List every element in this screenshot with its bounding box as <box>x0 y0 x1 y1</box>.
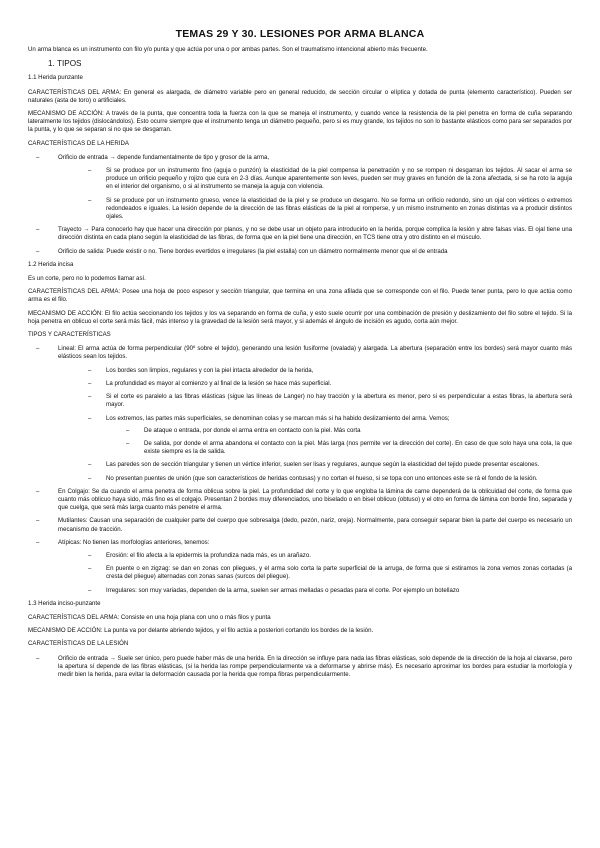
sub-bullet-list <box>58 367 572 483</box>
list-item: – La profundidad es mayor al comienzo y al final de la lesión se hace más superficial. <box>86 380 572 388</box>
list-item: – En puente o en zigzag: se dan en zonas con pliegues, y el arma solo corta la parte superficial de la arruga, de forma que si estiramos la zona vemos zonas cortadas (a cresta del pliegue) alternadas con zonas sanas (surcos del pliegue). <box>86 565 572 581</box>
sub-bullet-list <box>58 167 572 221</box>
lesion-heading: CARACTERÍSTICAS DE LA LESIÓN <box>28 640 129 648</box>
subsection-heading-herida-punzante: 1.1 Herida punzante <box>28 74 83 82</box>
list-item <box>86 415 572 457</box>
list-item: – En Colgajo: Se da cuando el arma penetra de forma oblicua sobre la piel. La profundidad del corte y lo que engloba la lámina de carne dependerá de la oblicuidad del corte, de forma que cuanto más oblicuo haya sido, más fino es el colgajo. Presentan 2 bordes muy diferenciados, uno biselado o en bisel oblicuo (obtuso) y el otro en forma de lámina con borde fino, separada y que cuelga, que será más larga cuanto más penetre el arma. <box>28 488 572 513</box>
caracteristicas-heading: CARACTERÍSTICAS DE LA HERIDA <box>28 139 129 147</box>
section-heading-tipos: 1. TIPOS <box>48 59 82 69</box>
intro-line: Es un corte, pero no lo podemos llamar así. <box>28 275 146 283</box>
list-item: – Si se produce por un instrumento fino (aguja o punzón) la elasticidad de la piel compensa la penetración y no se rompen ni desgarran los tejidos. Al sacar el arma se produce un orificio pequeño y rojizo que cura en 2-3 días. Aunque aparentemente son leves, pueden ser muy graves en función de la zona afectada, si se ha roto la aguja en el interior del organismo, o si al instrumento se maneja la aguja con violencia. <box>86 167 572 192</box>
list-item-text: Orificio de entrada → depende fundamentalmente de tipo y grosor de la arma, <box>58 153 270 161</box>
list-item: – Si el corte es paralelo a las fibras elásticas (sigue las líneas de Langer) no hay tracción y la abertura es menor, pero si es perpendicular a estas fibras, la abertura será mayor. <box>86 393 572 409</box>
subsection-heading-herida-incisa: 1.2 Herida incisa <box>28 260 74 268</box>
list-item: – Erosión: el filo afecta a la epidermis la profundiza nada más, es un arañazo. <box>86 552 572 560</box>
mecanismo-paragraph: MECANISMO DE ACCIÓN: La punta va por delante abriendo tejidos, y el filo actúa a posteriori cortando los bordes de la lesión. <box>28 627 374 635</box>
list-item: – Las paredes son de sección triangular y tienen un vértice inferior, suelen ser lisas y regulares, aunque según la elasticidad del tejido puede presentar escalones. <box>86 461 572 469</box>
list-item-text: Los extremos, las partes más superficiales, se denominan colas y se marcan más si ha habido deslizamiento del arma. Vemos; <box>106 414 450 422</box>
list-item <box>28 345 572 482</box>
list-item: – Trayecto → Para conocerlo hay que hacer una dirección por planos, y no se debe usar un objeto para introducirlo en la herida, porque complica la lesión y abre falsas vías. El ojal tiene una dirección distinta en cada plano según la elasticidad de las fibras, de forma que en la piel tiene una dirección, en TCS tiene otra y otro distinto en el músculo. <box>28 226 572 242</box>
list-item: – Mutilantes: Causan una separación de cualquier parte del cuerpo que sobresalga (dedo, pezón, nariz, oreja). Normalmente, para conseguir separar bien la parte del cuerpo es necesario un mecanismo de tracción. <box>28 517 572 533</box>
list-item: – De ataque o entrada, por donde el arma entra en contacto con la piel. Más corta <box>124 427 572 435</box>
arma-paragraph: CARACTERÍSTICAS DEL ARMA: En general es alargada, de diámetro variable pero en general reducido, de sección circular o elíptica y dotada de punta (elemento característico). Pueden ser naturales (asta de toro) o artificiales. <box>28 88 572 104</box>
list-item-text: Lineal: El arma actúa de forma perpendicular (90º sobre el tejido), generando una lesión fusiforme (ovalada) y alargada. La abertura (separación entre los bordes) será mayor cuanto más elásticos sean los tejidos. <box>58 345 572 361</box>
list-item-text: Atípicas: No tienen las morfologías anteriores, tenemos: <box>58 538 210 546</box>
arma-paragraph: CARACTERÍSTICAS DEL ARMA: Consiste en una hoja plana con uno o más filos y punta <box>28 613 271 621</box>
list-item <box>28 539 572 595</box>
list-item: – Orificio de salida: Puede existir o no. Tiene bordes evertidos e irregulares (la piel estalla) con un diámetro normalmente menor que el de entrada <box>28 248 572 256</box>
arma-paragraph: CARACTERÍSTICAS DEL ARMA: Posee una hoja de poco espesor y sección triangular, que termina en una zona afilada que se corresponde con el filo. Puede tener punta, pero lo que actúa como arma es el filo. <box>28 288 572 304</box>
mecanismo-paragraph: MECANISMO DE ACCIÓN: A través de la punta, que concentra toda la fuerza con la que se maneja el instrumento, y cuando vence la resistencia de la piel penetra en forma de cuña separando lateralmente los tejidos (dislocándolos). Esto ocurre siempre que el instrumento tenga un diámetro pequeño, pero si es muy grande, los tejidos no son lo bastante elásticos como para ser separados por la punta, y lo que se separan si no que se desgarran. <box>28 110 572 134</box>
sub-sub-bullet-list <box>106 427 572 457</box>
bullet-list <box>28 154 572 256</box>
list-item: – Irregulares: son muy variadas, dependen de la arma, suelen ser armas melladas o pesadas para el corte. Por ejemplo un botellazo <box>86 587 572 595</box>
sub-bullet-list <box>58 552 572 595</box>
bullet-list <box>28 655 572 680</box>
list-item <box>28 154 572 221</box>
subsection-heading-inciso-punzante: 1.3 Herida inciso-punzante <box>28 599 101 607</box>
list-item: – De salida, por donde el arma abandona el contacto con la piel. Más larga (nos permite ver la dirección del corte). En caso de que solo haya una cola, la que existe siempre es la de salida. <box>124 440 572 456</box>
list-item: – Los bordes son limpios, regulares y con la piel intacta alrededor de la herida, <box>86 367 572 375</box>
list-item: – Orificio de entrada → Suele ser único, pero puede haber más de una herida. En la dirección se influye para nada las fibras elásticas, solo depende de la dirección de la hoja al clavarse, pero la apertura sí depende de las fibras elásticas, (si la herida las rompe perpendicularmente va a deformarse y abrirse más). Es necesario aproximar los bordes para estudiar la morfología y medir bien la herida, para evitar la deformación causada por la herida que rompa fibras perpendicularmente. <box>28 655 572 680</box>
list-item: – No presentan puentes de unión (que son característicos de heridas contusas) y no cortan el hueso, si se topa con uno entonces este se rá el fondo de la lesión. <box>86 475 572 483</box>
page-title: TEMAS 29 Y 30. LESIONES POR ARMA BLANCA <box>175 28 425 40</box>
list-item: – Si se produce por un instrumento grueso, vence la elasticidad de la piel y se produce un desgarro. No se forma un orificio redondo, sino un ojal con vértices o extremos redondeados e iguales. La lesión depende de la dirección de las fibras elásticas de la piel al romperse, y un mismo instrumento en zonas distintas va a producir distintos ojales. <box>86 197 572 222</box>
mecanismo-paragraph: MECANISMO DE ACCIÓN: El filo actúa seccionando los tejidos y los va separando en forma de cuña, y esto suele ocurrir por una combinación de presión y deslizamiento del filo sobre el tejido. Si la hoja penetra en oblicuo el corte será más fácil, más intenso y la gravedad de la lesión será mayor, y si además el ángulo de incisión es agudo, corta aún mejor. <box>28 309 572 325</box>
intro-paragraph: Un arma blanca es un instrumento con filo y/o punta y que actúa por una o por ambas partes. Son el traumatismo intencional abierto más frecuente. <box>28 46 428 53</box>
tipos-heading: TIPOS Y CARACTERÍSTICAS <box>28 331 111 339</box>
bullet-list <box>28 345 572 594</box>
